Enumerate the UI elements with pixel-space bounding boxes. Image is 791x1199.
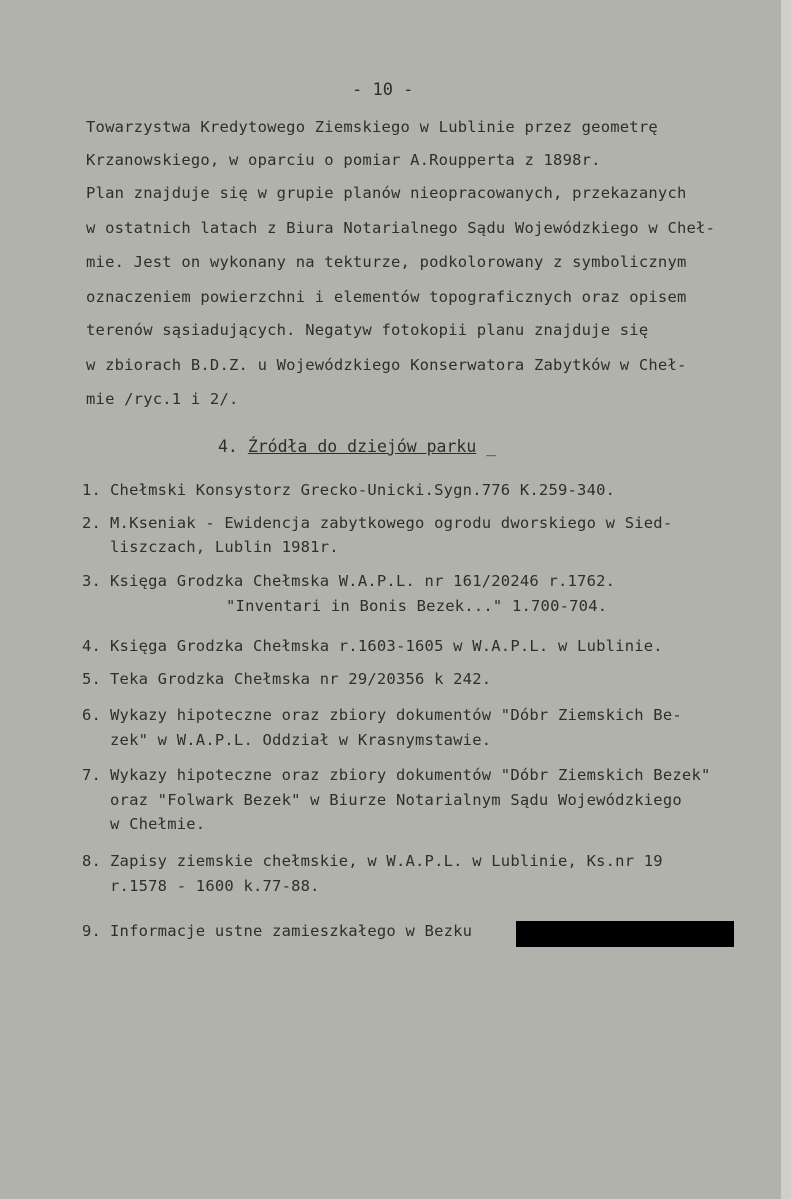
list-item [82, 572, 615, 590]
list-item-text: Wykazy hipoteczne oraz zbiory dokumentów "Dóbr Ziemskich Be- [110, 706, 682, 724]
list-item [82, 706, 682, 724]
list-item-continuation: liszczach, Lublin 1981r. [110, 538, 339, 556]
section-title: Źródła do dziejów parku [247, 437, 477, 456]
list-item-text: Wykazy hipoteczne oraz zbiory dokumentów "Dóbr Ziemskich Bezek" [110, 766, 711, 784]
paragraph-line: Krzanowskiego, w oparciu o pomiar A.Roupperta z 1898r. [86, 151, 601, 169]
paragraph-line: w zbiorach B.D.Z. u Wojewódzkiego Konserwatora Zabytków w Cheł- [86, 356, 687, 374]
paragraph-line: oznaczeniem powierzchni i elementów topograficznych oraz opisem [86, 288, 687, 306]
list-item-text: Księga Grodzka Chełmska W.A.P.L. nr 161/20246 r.1762. [110, 572, 616, 590]
list-item [82, 766, 711, 784]
list-item-text: Zapisy ziemskie chełmskie, w W.A.P.L. w Lublinie, Ks.nr 19 [110, 852, 663, 870]
paragraph-line: terenów sąsiadujących. Negatyw fotokopii planu znajduje się [86, 321, 649, 339]
list-item-continuation: zek" w W.A.P.L. Oddział w Krasnymstawie. [110, 731, 492, 749]
list-item-text: Chełmski Konsystorz Grecko-Unicki.Sygn.776 K.259-340. [110, 481, 616, 499]
list-item [82, 514, 672, 532]
list-item-text: Teka Grodzka Chełmska nr 29/20356 k 242. [110, 670, 492, 688]
list-item-text: Informacje ustne zamieszkałego w Bezku [110, 922, 473, 940]
list-item [82, 852, 663, 870]
paragraph-line: Plan znajduje się w grupie planów nieopracowanych, przekazanych [86, 184, 687, 202]
list-item-number: 9. [82, 922, 102, 940]
paper-edge [781, 0, 791, 1199]
list-item-continuation: oraz "Folwark Bezek" w Biurze Notarialnym Sądu Wojewódzkiego [110, 791, 682, 809]
list-item [82, 670, 491, 688]
list-item [82, 637, 663, 655]
list-item [82, 922, 472, 940]
section-number: 4. [218, 437, 238, 456]
list-item-number: 4. [82, 637, 102, 655]
list-item-number: 8. [82, 852, 102, 870]
list-item-number: 6. [82, 706, 102, 724]
section-heading [218, 437, 496, 456]
list-item-number: 2. [82, 514, 102, 532]
paragraph-line: Towarzystwa Kredytowego Ziemskiego w Lublinie przez geometrę [86, 118, 658, 136]
section-suffix: _ [486, 437, 497, 456]
redaction-bar [516, 921, 734, 947]
page-number: - 10 - [352, 80, 414, 100]
list-item-number: 5. [82, 670, 102, 688]
paragraph-line: mie. Jest on wykonany na tekturze, podkolorowany z symbolicznym [86, 253, 687, 271]
list-item-text: M.Kseniak - Ewidencja zabytkowego ogrodu dworskiego w Sied- [110, 514, 673, 532]
list-item-continuation: w Chełmie. [110, 815, 206, 833]
list-item-number: 7. [82, 766, 102, 784]
paragraph-line: mie /ryc.1 i 2/. [86, 390, 239, 408]
list-item-text: Księga Grodzka Chełmska r.1603-1605 w W.A.P.L. w Lublinie. [110, 637, 663, 655]
paragraph-line: w ostatnich latach z Biura Notarialnego Sądu Wojewódzkiego w Cheł- [86, 219, 716, 237]
list-item-continuation: "Inventari in Bonis Bezek..." 1.700-704. [226, 597, 608, 615]
list-item-continuation: r.1578 - 1600 k.77-88. [110, 877, 320, 895]
list-item-number: 3. [82, 572, 102, 590]
list-item-number: 1. [82, 481, 102, 499]
list-item [82, 481, 615, 499]
